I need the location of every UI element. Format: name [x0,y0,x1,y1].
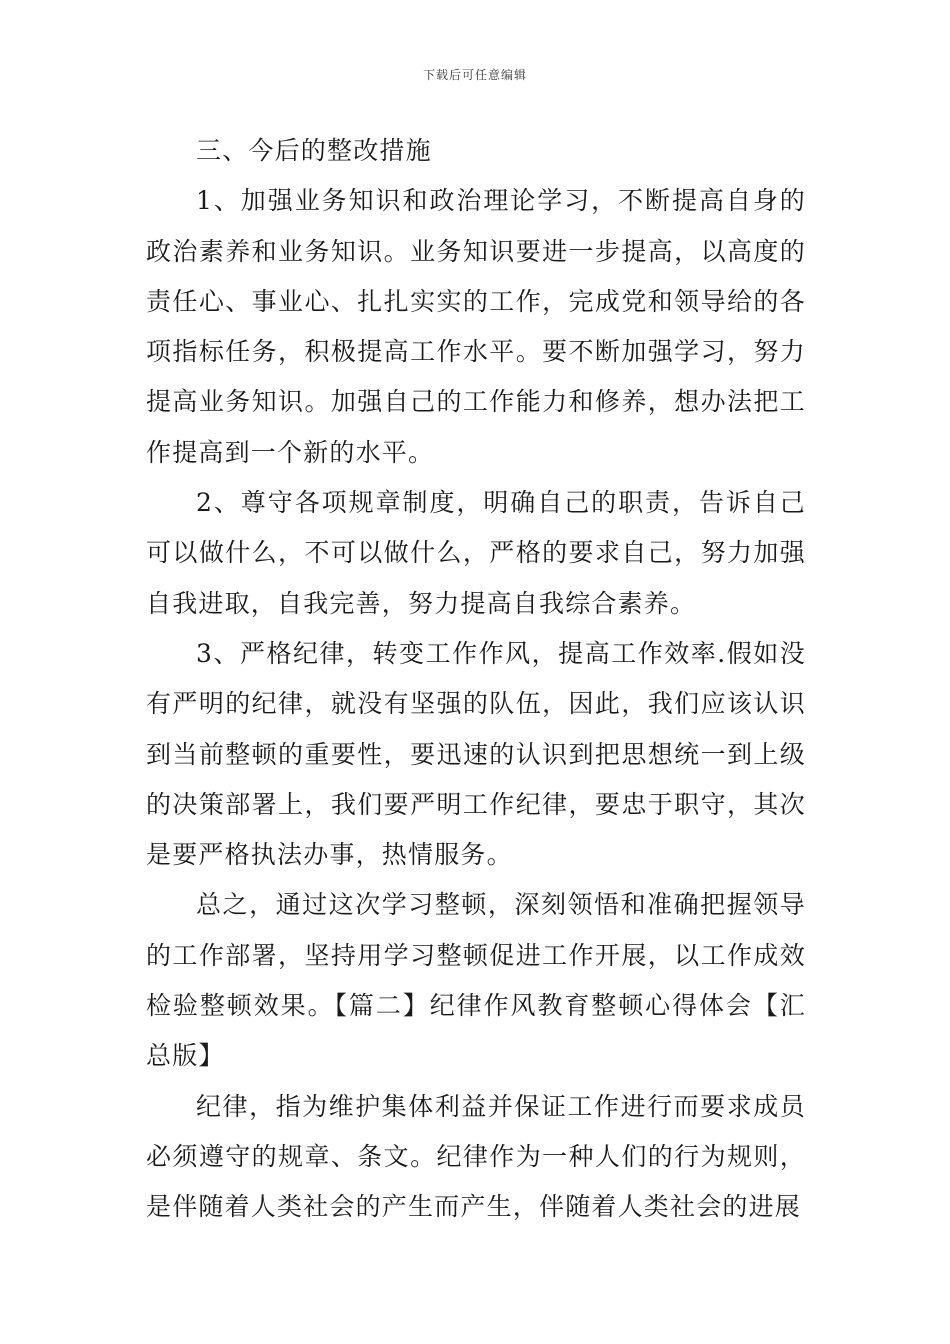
paragraph-summary: 总之，通过这次学习整顿，深刻领悟和准确把握领导的工作部署，坚持用学习整顿促进工作开展，以工作成效检验整顿效果。【篇二】纪律作风教育整顿心得体会【汇总版】 [146,890,806,1071]
document-body [146,126,806,1233]
paragraph-measure-3: 3、严格纪律，转变工作作风，提高工作效率.假如没有严明的纪律，就没有坚强的队伍，因此，我们应该认识到当前整顿的重要性，要迅速的认识到把思想统一到上级的决策部署上，我们要严明工作纪律，要忠于职守，其次是要严格执法办事，热情服务。 [146,638,806,870]
header-note: 下载后可任意编辑 [422,68,527,82]
paragraph-measure-2: 2、尊守各项规章制度，明确自己的职责，告诉自己可以做什么，不可以做什么，严格的要求自己，努力加强自我进取，自我完善，努力提高自我综合素养。 [146,488,806,618]
paragraph-measure-1: 1、加强业务知识和政治理论学习，不断提高自身的政治素养和业务知识。业务知识要进一步提高，以高度的责任心、事业心、扎扎实实的工作，完成党和领导给的各项指标任务，积极提高工作水平。要不断加强学习，努力提高业务知识。加强自己的工作能力和修养，想办法把工作提高到一个新的水平。 [146,186,806,467]
section-heading: 三、今后的整改措施 [196,136,432,165]
paragraph-discipline: 纪律，指为维护集体利益并保证工作进行而要求成员必须遵守的规章、条文。纪律作为一种人们的行为规则，是伴随着人类社会的产生而产生，伴随着人类社会的进展 [146,1091,806,1222]
